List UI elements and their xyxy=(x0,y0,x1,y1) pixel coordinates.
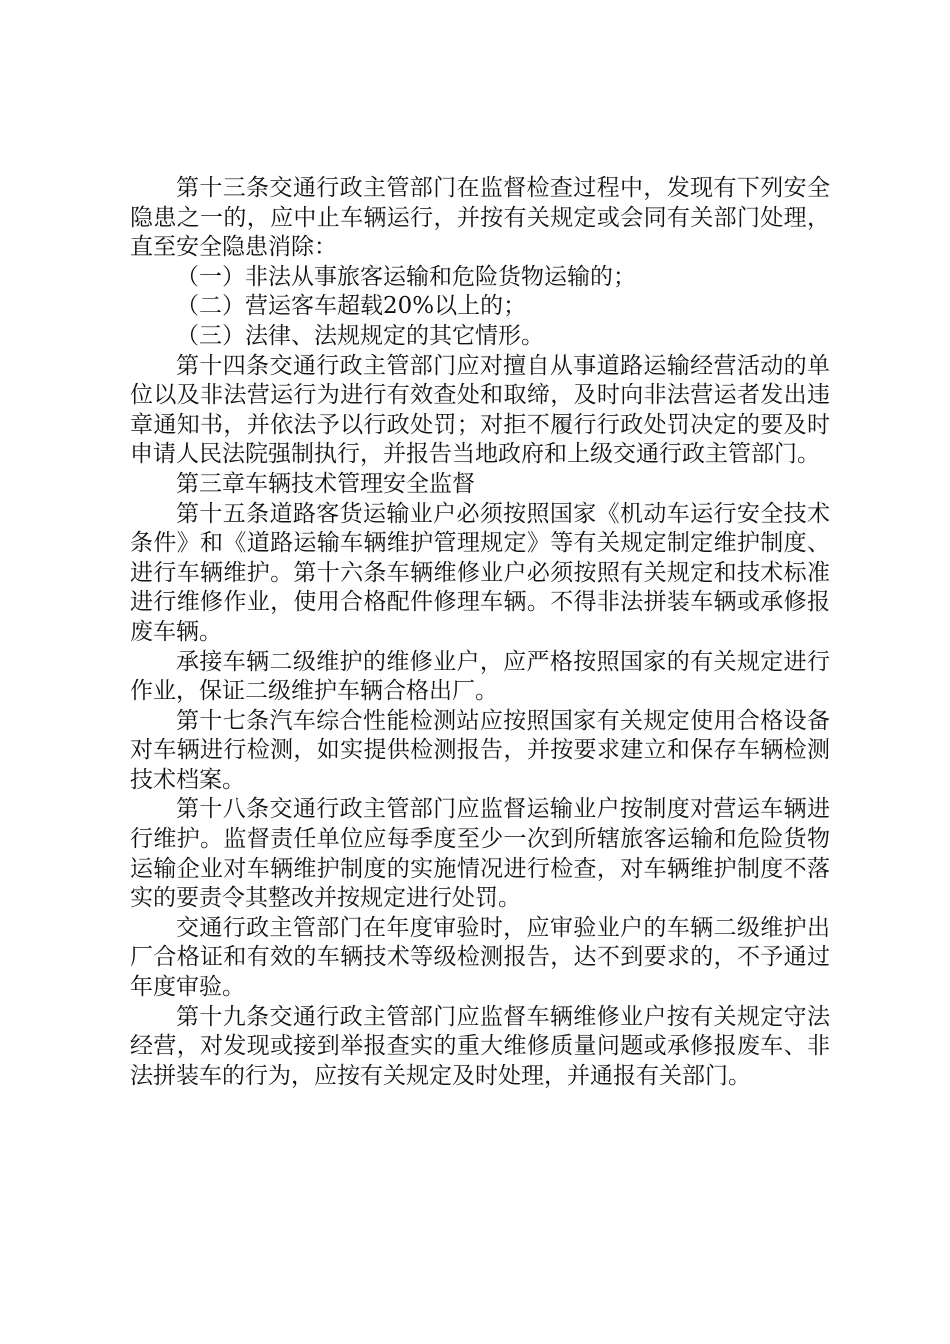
paragraph-annual-review: 交通行政主管部门在年度审验时，应审验业户的车辆二级维护出厂合格证和有效的车辆技术等级检测报告，达不到要求的，不予通过年度审验。 xyxy=(130,914,830,1001)
paragraph-article-13: 第十三条交通行政主管部门在监督检查过程中，发现有下列安全隐患之一的，应中止车辆运行，并按有关规定或会同有关部门处理，直至安全隐患消除： xyxy=(130,175,830,261)
paragraph-article-18: 第十八条交通行政主管部门应监督运输业户按制度对营运车辆进行维护。监督责任单位应每季度至少一次到所辖旅客运输和危险货物运输企业对车辆维护制度的实施情况进行检查，对车辆维护制度不落实的要责令其整改并按规定进行处罚。 xyxy=(130,796,830,912)
document-body xyxy=(130,174,830,1091)
chapter-heading: 第三章车辆技术管理安全监督 xyxy=(176,470,475,497)
paragraph-article-15-16: 第十五条道路客货运输业户必须按照国家《机动车运行安全技术条件》和《道路运输车辆维护管理规定》等有关规定制定维护制度、进行车辆维护。第十六条车辆维修业户必须按照有关规定和技术标准进行维修作业，使用合格配件修理车辆。不得非法拼装车辆或承修报废车辆。 xyxy=(130,500,830,645)
paragraph-article-17: 第十七条汽车综合性能检测站应按照国家有关规定使用合格设备对车辆进行检测，如实提供检测报告，并按要求建立和保存车辆检测技术档案。 xyxy=(130,707,830,793)
paragraph-article-19: 第十九条交通行政主管部门应监督车辆维修业户按有关规定守法经营，对发现或接到举报查实的重大维修质量问题或承修报废车、非法拼装车的行为，应按有关规定及时处理，并通报有关部门。 xyxy=(130,1003,830,1089)
paragraph-secondary-maintenance: 承接车辆二级维护的维修业户，应严格按照国家的有关规定进行作业，保证二级维护车辆合格出厂。 xyxy=(130,648,830,705)
paragraph-item-3: （三）法律、法规规定的其它情形。 xyxy=(176,322,544,349)
paragraph-item-1: （一）非法从事旅客运输和危险货物运输的； xyxy=(176,263,636,290)
paragraph-item-2: （二）营运客车超载20%以上的； xyxy=(176,293,527,320)
paragraph-article-14: 第十四条交通行政主管部门应对擅自从事道路运输经营活动的单位以及非法营运行为进行有效查处和取缔，及时向非法营运者发出违章通知书，并依法予以行政处罚；对拒不履行行政处罚决定的要及时申请人民法院强制执行，并报告当地政府和上级交通行政主管部门。 xyxy=(130,352,830,468)
